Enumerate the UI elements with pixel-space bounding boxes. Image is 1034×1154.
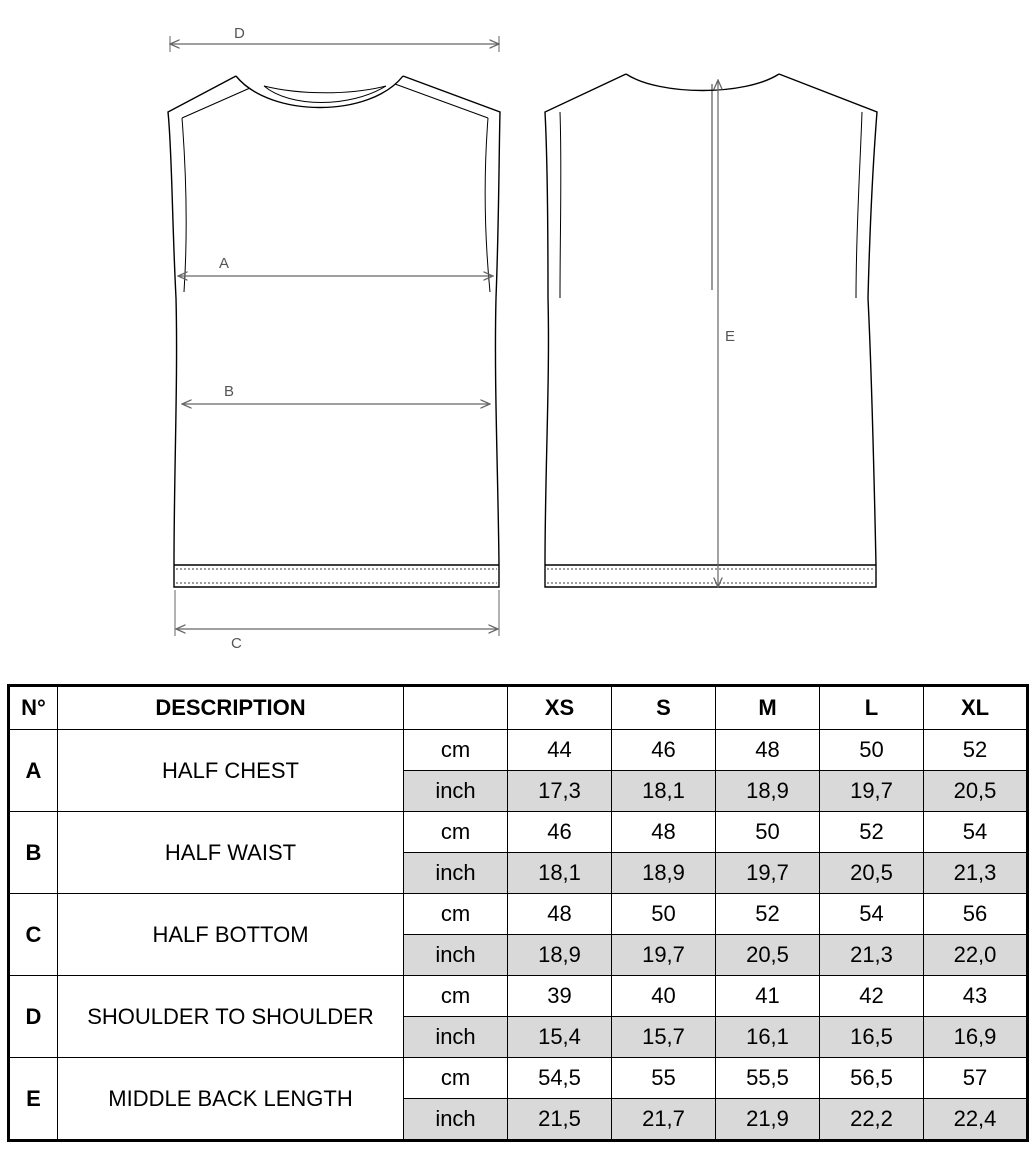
unit-inch: inch <box>404 1017 508 1058</box>
unit-inch: inch <box>404 771 508 812</box>
label-b: B <box>224 383 235 400</box>
header-size-m: M <box>716 686 820 730</box>
measurement-code: A <box>9 730 58 812</box>
value-cell: 21,3 <box>820 935 924 976</box>
header-size-xl: XL <box>924 686 1028 730</box>
value-cell: 22,0 <box>924 935 1028 976</box>
header-size-s: S <box>612 686 716 730</box>
measurement-code: B <box>9 812 58 894</box>
label-d: D <box>234 25 245 42</box>
table-row-half-bottom-cm <box>9 894 1028 935</box>
table-row-middle-back-length-cm <box>9 1058 1028 1099</box>
label-e: E <box>725 328 736 345</box>
value-cell: 15,4 <box>508 1017 612 1058</box>
value-cell: 50 <box>716 812 820 853</box>
label-a: A <box>219 255 230 272</box>
value-cell: 50 <box>612 894 716 935</box>
unit-cm: cm <box>404 894 508 935</box>
header-size-l: L <box>820 686 924 730</box>
table-row-shoulder-to-shoulder-cm <box>9 976 1028 1017</box>
value-cell: 39 <box>508 976 612 1017</box>
value-cell: 50 <box>820 730 924 771</box>
value-cell: 22,2 <box>820 1099 924 1141</box>
value-cell: 48 <box>612 812 716 853</box>
value-cell: 42 <box>820 976 924 1017</box>
measurement-description: SHOULDER TO SHOULDER <box>58 976 404 1058</box>
value-cell: 21,9 <box>716 1099 820 1141</box>
header-unit <box>404 686 508 730</box>
value-cell: 57 <box>924 1058 1028 1099</box>
value-cell: 20,5 <box>716 935 820 976</box>
measurement-description: HALF WAIST <box>58 812 404 894</box>
value-cell: 19,7 <box>820 771 924 812</box>
value-cell: 55,5 <box>716 1058 820 1099</box>
value-cell: 21,7 <box>612 1099 716 1141</box>
value-cell: 52 <box>924 730 1028 771</box>
unit-inch: inch <box>404 853 508 894</box>
header-size-xs: XS <box>508 686 612 730</box>
value-cell: 21,5 <box>508 1099 612 1141</box>
value-cell: 18,9 <box>508 935 612 976</box>
value-cell: 54,5 <box>508 1058 612 1099</box>
value-cell: 15,7 <box>612 1017 716 1058</box>
unit-cm: cm <box>404 1058 508 1099</box>
table-row-half-waist-cm <box>9 812 1028 853</box>
measurement-description: HALF BOTTOM <box>58 894 404 976</box>
value-cell: 18,9 <box>612 853 716 894</box>
value-cell: 20,5 <box>820 853 924 894</box>
back-view-tank-top <box>545 74 877 587</box>
value-cell: 19,7 <box>612 935 716 976</box>
value-cell: 18,1 <box>612 771 716 812</box>
value-cell: 55 <box>612 1058 716 1099</box>
unit-inch: inch <box>404 1099 508 1141</box>
value-cell: 46 <box>612 730 716 771</box>
value-cell: 21,3 <box>924 853 1028 894</box>
unit-cm: cm <box>404 976 508 1017</box>
value-cell: 56,5 <box>820 1058 924 1099</box>
value-cell: 52 <box>716 894 820 935</box>
table-header-row <box>9 686 1028 730</box>
size-chart-table <box>7 684 1029 1142</box>
value-cell: 20,5 <box>924 771 1028 812</box>
value-cell: 48 <box>508 894 612 935</box>
value-cell: 44 <box>508 730 612 771</box>
header-number: N° <box>9 686 58 730</box>
value-cell: 46 <box>508 812 612 853</box>
front-view-tank-top <box>168 76 500 587</box>
value-cell: 16,5 <box>820 1017 924 1058</box>
measurement-code: E <box>9 1058 58 1141</box>
unit-inch: inch <box>404 935 508 976</box>
value-cell: 22,4 <box>924 1099 1028 1141</box>
value-cell: 54 <box>820 894 924 935</box>
header-description: DESCRIPTION <box>58 686 404 730</box>
value-cell: 16,9 <box>924 1017 1028 1058</box>
unit-cm: cm <box>404 812 508 853</box>
value-cell: 18,1 <box>508 853 612 894</box>
value-cell: 40 <box>612 976 716 1017</box>
measurement-description: MIDDLE BACK LENGTH <box>58 1058 404 1141</box>
value-cell: 16,1 <box>716 1017 820 1058</box>
value-cell: 43 <box>924 976 1028 1017</box>
value-cell: 54 <box>924 812 1028 853</box>
value-cell: 56 <box>924 894 1028 935</box>
label-c: C <box>231 635 242 652</box>
value-cell: 19,7 <box>716 853 820 894</box>
measurement-code: D <box>9 976 58 1058</box>
measurement-code: C <box>9 894 58 976</box>
value-cell: 17,3 <box>508 771 612 812</box>
value-cell: 52 <box>820 812 924 853</box>
value-cell: 18,9 <box>716 771 820 812</box>
table-row-half-chest-cm <box>9 730 1028 771</box>
value-cell: 48 <box>716 730 820 771</box>
measurement-description: HALF CHEST <box>58 730 404 812</box>
unit-cm: cm <box>404 730 508 771</box>
value-cell: 41 <box>716 976 820 1017</box>
